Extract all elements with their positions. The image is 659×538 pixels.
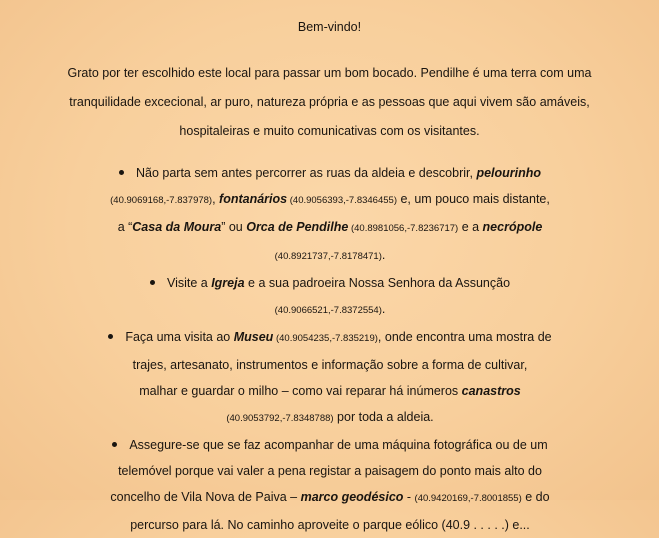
item-text: . [381,248,386,262]
coordinates: (40.9069168,-7.837978) [110,195,213,206]
item-text: e do [521,490,550,504]
item-text: Não parta sem antes percorrer as ruas da aldeia e descobrir, [135,166,477,180]
bullet-dot-icon [108,334,113,339]
item-text: ” ou [221,220,247,234]
coordinates: (40.8921737,-7.8178471) [274,251,382,262]
item-text: e a [458,220,483,234]
coordinates: (40.9066521,-7.8372554) [274,305,382,316]
item-text: , onde encontra uma mostra de [377,330,552,344]
item-text: Faça uma visita ao [125,330,234,344]
item-text: Visite a [166,276,212,290]
bullet-dot-icon [119,170,124,175]
coordinates: (40.9420169,-7.8001855) [414,493,522,504]
item-text: por toda a aldeia. [333,410,434,424]
item-text: a “ [117,220,133,234]
list-item-museu [40,324,620,432]
bullet-line [40,404,620,432]
intro-line: hospitaleiras e muito comunicativas com os visitantes. [179,124,480,138]
bullet-line [40,270,620,296]
place-name: marco geodésico [300,490,404,504]
coordinates: (40.9054235,-7.835219) [273,333,378,344]
coordinates: (40.9053792,-7.8348788) [226,413,334,424]
list-item-aldeia [40,160,620,270]
coordinates: (40.9056393,-7.8346455) [287,195,397,206]
item-text: , [212,192,220,206]
bullet-dot-icon [150,280,155,285]
place-name: necrópole [482,220,543,234]
intro-line: Grato por ter escolhido este local para passar um bom bocado. Pendilhe é uma terra com uma [67,66,592,80]
bullet-line [40,214,620,242]
place-name: Museu [233,330,274,344]
bullet-line: percurso para lá. No caminho aproveite o parque eólico (40.9 . . . . .) e... [130,518,530,532]
bullet-line [40,378,620,404]
place-name: Orca de Pendilhe [246,220,349,234]
place-name: pelourinho [476,166,542,180]
coordinates: (40.8981056,-7.8236717) [348,223,459,234]
place-name: fontanários [219,192,288,206]
place-name: Igreja [211,276,245,290]
bullet-line: trajes, artesanato, instrumentos e informação sobre a forma de cultivar, [132,358,528,372]
place-name: canastros [461,384,521,398]
place-name: Casa da Moura [132,220,222,234]
item-text: e, um pouco mais distante, [396,192,550,206]
list-item-igreja [40,270,620,324]
item-text: e a sua padroeira Nossa Senhora da Assunção [244,276,511,290]
bullet-line [40,186,620,214]
intro-paragraph [40,59,619,146]
list-item-marco [40,432,620,538]
item-text: . [381,302,386,316]
intro-line: tranquilidade excecional, ar puro, natureza própria e as pessoas que aqui vivem são amáveis, [69,95,590,109]
bullet-dot-icon [112,442,117,447]
bullet-line [40,160,620,186]
bullet-line [40,484,620,512]
attractions-list [0,160,659,538]
item-text: malhar e guardar o milho – como vai reparar há inúmeros [139,384,462,398]
item-text: Assegure-se que se faz acompanhar de uma máquina fotográfica ou de um [129,438,548,452]
bullet-line [40,242,620,270]
bullet-line: telemóvel porque vai valer a pena registar a paisagem do ponto mais alto do [118,464,542,478]
bullet-line [40,324,620,352]
item-text: concelho de Vila Nova de Paiva – [110,490,301,504]
bullet-line [40,296,620,324]
page-title: Bem-vindo! [297,20,362,34]
item-text: - [403,490,415,504]
bullet-line [40,432,620,458]
